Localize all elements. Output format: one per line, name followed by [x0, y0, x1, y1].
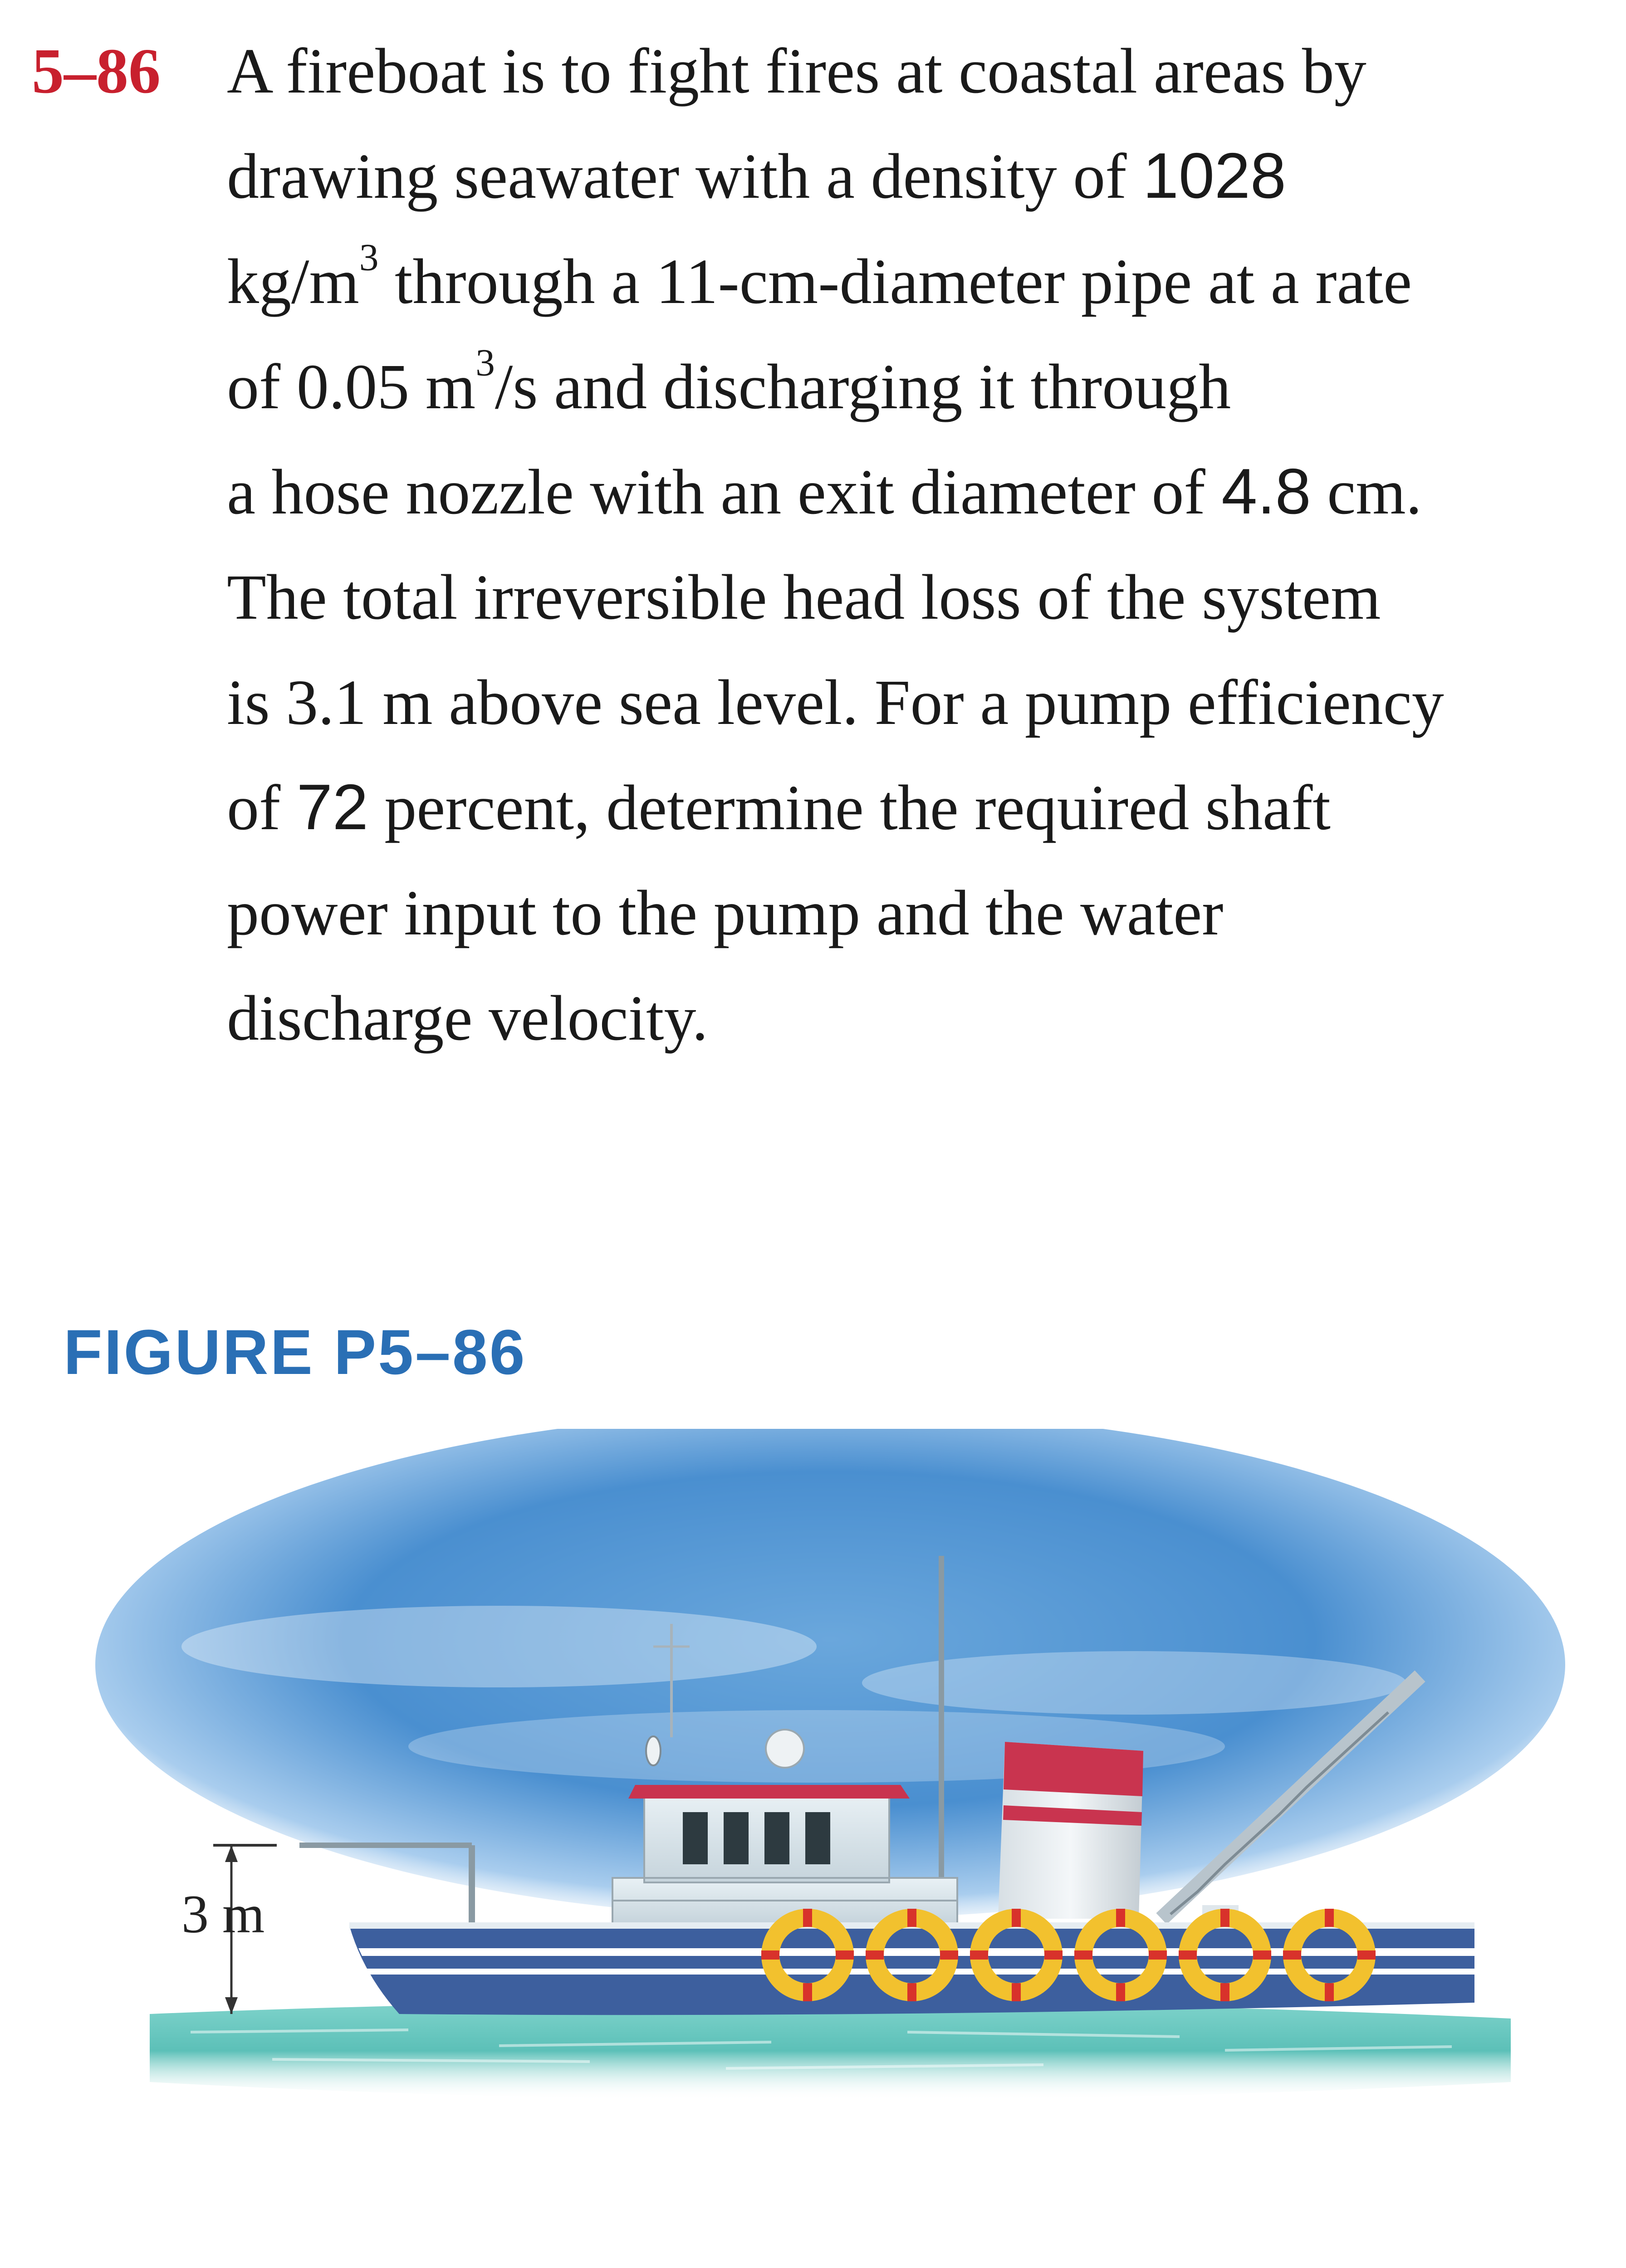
problem-text-run: discharge velocity. — [227, 982, 708, 1054]
wheelhouse-window — [683, 1812, 708, 1864]
problem-text-run: through a 11-cm-diameter pipe at a rate — [378, 245, 1412, 317]
problem-text-run: /s and discharging it through — [495, 351, 1231, 422]
problem-line — [227, 544, 1588, 650]
problem-text-run: 4.8 — [1221, 455, 1311, 528]
problem-text-run: 1028 — [1142, 140, 1286, 212]
problem-text-run: The total irreversible head loss of the system — [227, 561, 1381, 633]
dimension-label: 3 m — [181, 1884, 265, 1944]
radar-dome — [766, 1730, 804, 1768]
problem-text-run: 72 — [296, 771, 368, 843]
hull-stripe — [358, 1948, 1474, 1956]
wheelhouse-window — [805, 1812, 830, 1864]
figure-label: FIGURE P5–86 — [64, 1316, 527, 1388]
problem-text-run: A fireboat is to fight fires at coastal areas by — [227, 35, 1366, 107]
problem-text-run: kg/m — [227, 245, 359, 317]
problem-text-run: of — [227, 772, 297, 843]
problem-line — [227, 123, 1588, 229]
problem-line — [227, 439, 1588, 544]
problem-text-run: cm. — [1311, 456, 1422, 528]
problem-line — [227, 334, 1588, 439]
problem-line — [227, 650, 1588, 755]
wheelhouse-window — [764, 1812, 789, 1864]
problem-text-run: a hose nozzle with an exit diameter of — [227, 456, 1222, 528]
wheelhouse-roof — [628, 1785, 910, 1799]
wheelhouse-window — [724, 1812, 749, 1864]
problem-text-run: 3 — [475, 341, 495, 384]
problem-statement — [32, 18, 1588, 1070]
problem-text-run: power input to the pump and the water — [227, 877, 1224, 948]
problem-line — [227, 18, 1588, 123]
fireboat-figure — [0, 1429, 1626, 2177]
sea — [150, 2001, 1511, 2100]
problem-text-run: drawing seawater with a density of — [227, 140, 1143, 212]
problem-number: 5–86 — [32, 35, 161, 107]
dimension-arrow-up — [225, 1845, 238, 1862]
problem-text-run: 3 — [359, 236, 379, 279]
problem-text — [227, 18, 1588, 1070]
smoke-stack-band — [1004, 1742, 1143, 1796]
problem-line — [227, 229, 1588, 334]
searchlight — [646, 1736, 661, 1765]
problem-line — [227, 965, 1588, 1070]
problem-text-run: is 3.1 m above sea level. For a pump efficiency — [227, 666, 1444, 738]
problem-line — [227, 755, 1588, 860]
cloud — [181, 1606, 817, 1687]
problem-text-run: of 0.05 m — [227, 351, 476, 422]
fireboat-illustration — [0, 1429, 1626, 2177]
problem-line — [227, 860, 1588, 965]
problem-text-run: percent, determine the required shaft — [368, 772, 1331, 843]
